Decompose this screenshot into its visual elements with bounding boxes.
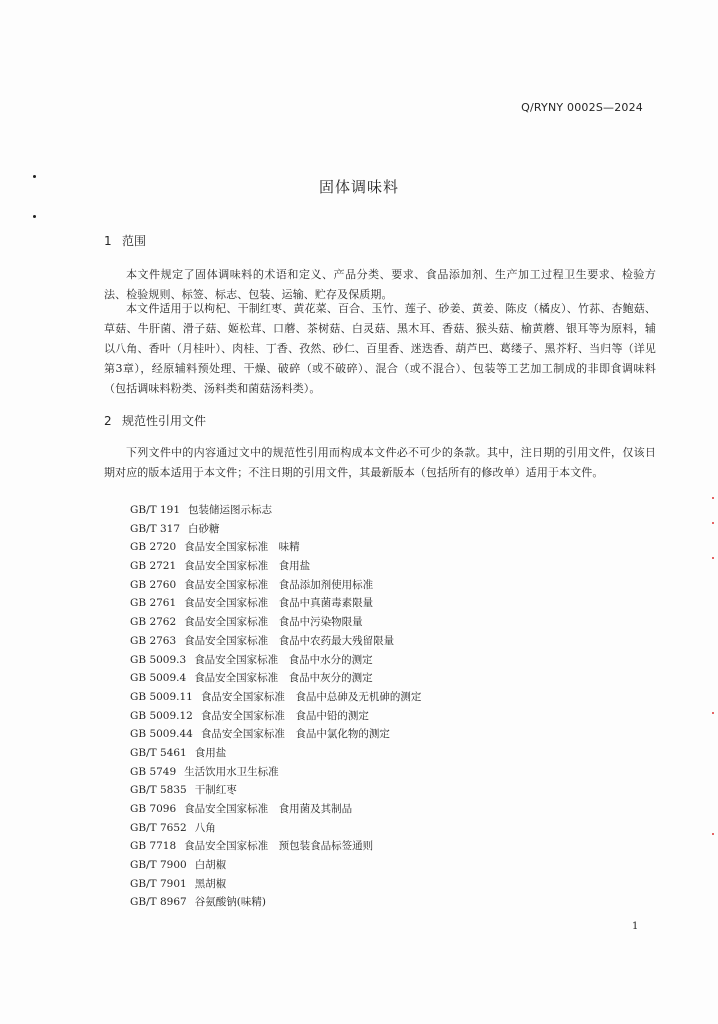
reference-item bbox=[130, 501, 421, 520]
reference-code: GB/T 317 bbox=[130, 522, 181, 535]
reference-item bbox=[130, 520, 421, 539]
reference-code: GB/T 7652 bbox=[130, 821, 187, 834]
reference-code: GB 7096 bbox=[130, 803, 177, 815]
scan-speck bbox=[33, 215, 36, 218]
reference-title: 谷氨酸钠(味精) bbox=[194, 896, 266, 909]
reference-item bbox=[130, 594, 421, 613]
reference-code: GB/T 7901 bbox=[130, 877, 187, 890]
reference-item bbox=[130, 632, 421, 651]
reference-title: 食品安全国家标准 食用菌及其制品 bbox=[184, 803, 353, 815]
reference-item bbox=[130, 763, 421, 782]
reference-code: GB 5009.44 bbox=[130, 728, 193, 741]
reference-item bbox=[130, 651, 421, 670]
page-number: 1 bbox=[632, 921, 639, 932]
reference-code: GB 2760 bbox=[130, 578, 177, 591]
section-title: 规范性引用文件 bbox=[122, 414, 207, 428]
reference-code: GB 7718 bbox=[130, 840, 177, 853]
reference-code: GB 2721 bbox=[130, 560, 177, 573]
reference-code: GB 5009.4 bbox=[130, 672, 187, 685]
references-intro-paragraph: 下列文件中的内容通过文中的规范性引用而构成本文件必不可少的条款。其中，注日期的引用文件，仅该日期对应的版本适用于本文件；不注日期的引用文件，其最新版本（包括所有的修改单）适用于本文件。 bbox=[104, 446, 656, 479]
reference-code: GB 2762 bbox=[130, 616, 177, 629]
reference-title: 食品安全国家标准 食品中农药最大残留限量 bbox=[184, 634, 395, 647]
reference-item bbox=[130, 837, 421, 856]
reference-code: GB 5009.12 bbox=[130, 709, 193, 722]
reference-item bbox=[130, 893, 421, 912]
reference-item bbox=[130, 557, 421, 576]
reference-title: 食品安全国家标准 食用盐 bbox=[184, 560, 311, 573]
reference-item bbox=[130, 819, 421, 838]
reference-item bbox=[130, 725, 421, 744]
reference-title: 食品安全国家标准 味精 bbox=[184, 541, 300, 554]
scan-speck bbox=[712, 712, 714, 714]
reference-code: GB 5009.3 bbox=[130, 653, 187, 666]
scan-speck bbox=[712, 497, 714, 499]
scope-paragraph: 本文件适用于以枸杞、干制红枣、黄花菜、百合、玉竹、莲子、砂姜、黄姜、陈皮（橘皮）、竹荪、杏鲍菇、草菇、牛肝菌、滑子菇、姬松茸、口蘑、茶树菇、白灵菇、黑木耳、香菇、猴头菇、榆黄蘑、银耳等为原料，辅以八角、香叶（月桂叶）、肉桂、丁香、孜然、砂仁、百里香、迷迭香、葫芦巴、葛缕子、黑芥籽、当归等（详见第3章），经原辅料预处理、干燥、破碎（或不破碎）、混合（或不混合）、包装等工艺加工制成的非即食调味料（包括调味料粉类、汤料类和菌菇汤料类）。 bbox=[104, 302, 656, 395]
section-heading-scope bbox=[104, 232, 146, 249]
reference-code: GB/T 5835 bbox=[130, 784, 187, 797]
reference-item bbox=[130, 856, 421, 875]
section-number: 2 bbox=[104, 414, 112, 428]
section-number: 1 bbox=[104, 234, 112, 248]
reference-item bbox=[130, 744, 421, 763]
reference-title: 生活饮用水卫生标准 bbox=[184, 765, 279, 778]
scope-paragraph: 本文件规定了固体调味料的术语和定义、产品分类、要求、食品添加剂、生产加工过程卫生要求、检验方法、检验规则、标签、标志、包装、运输、贮存及保质期。 bbox=[104, 268, 656, 301]
document-title: 固体调味料 bbox=[318, 178, 399, 196]
reference-title: 食品安全国家标准 食品中氯化物的测定 bbox=[200, 728, 390, 741]
reference-title: 食品安全国家标准 食品中铅的测定 bbox=[200, 709, 369, 722]
reference-code: GB 2761 bbox=[130, 597, 177, 610]
reference-title: 食品安全国家标准 预包装食品标签通则 bbox=[184, 840, 374, 853]
section-title: 范围 bbox=[122, 234, 147, 248]
reference-item bbox=[130, 875, 421, 894]
reference-code: GB 2763 bbox=[130, 634, 177, 647]
reference-title: 食品安全国家标准 食品添加剂使用标准 bbox=[184, 578, 374, 591]
reference-title: 食品安全国家标准 食品中灰分的测定 bbox=[194, 672, 373, 685]
reference-title: 食品安全国家标准 食品中污染物限量 bbox=[184, 616, 363, 629]
reference-code: GB/T 191 bbox=[130, 504, 181, 516]
reference-title: 白砂糖 bbox=[188, 522, 220, 535]
section-heading-normative-references bbox=[104, 412, 206, 429]
reference-title: 食品安全国家标准 食品中真菌毒素限量 bbox=[184, 597, 374, 610]
reference-title: 食用盐 bbox=[194, 746, 227, 759]
scan-speck bbox=[712, 557, 714, 559]
reference-item bbox=[130, 781, 421, 800]
reference-title: 八角 bbox=[194, 821, 216, 834]
reference-code: GB 2720 bbox=[130, 541, 177, 554]
scan-speck bbox=[712, 522, 714, 524]
reference-item bbox=[130, 613, 421, 632]
reference-code: GB 5749 bbox=[130, 765, 177, 778]
reference-item bbox=[130, 538, 421, 557]
standard-code: Q/RYNY 0002S—2024 bbox=[521, 101, 643, 114]
reference-item bbox=[130, 707, 421, 726]
reference-item bbox=[130, 688, 421, 707]
reference-code: GB 5009.11 bbox=[130, 690, 193, 703]
reference-code: GB/T 5461 bbox=[130, 746, 187, 759]
reference-title: 包装储运图示标志 bbox=[188, 504, 273, 516]
reference-code: GB/T 7900 bbox=[130, 859, 187, 872]
reference-title: 干制红枣 bbox=[194, 784, 237, 797]
reference-title: 黑胡椒 bbox=[194, 877, 227, 890]
reference-item bbox=[130, 669, 421, 688]
reference-code: GB/T 8967 bbox=[130, 896, 187, 909]
scan-speck bbox=[712, 833, 714, 835]
reference-title: 白胡椒 bbox=[194, 859, 227, 872]
reference-item bbox=[130, 576, 421, 595]
reference-list bbox=[130, 501, 421, 912]
reference-title: 食品安全国家标准 食品中总砷及无机砷的测定 bbox=[200, 690, 422, 703]
reference-item bbox=[130, 800, 421, 819]
reference-title: 食品安全国家标准 食品中水分的测定 bbox=[194, 653, 373, 666]
